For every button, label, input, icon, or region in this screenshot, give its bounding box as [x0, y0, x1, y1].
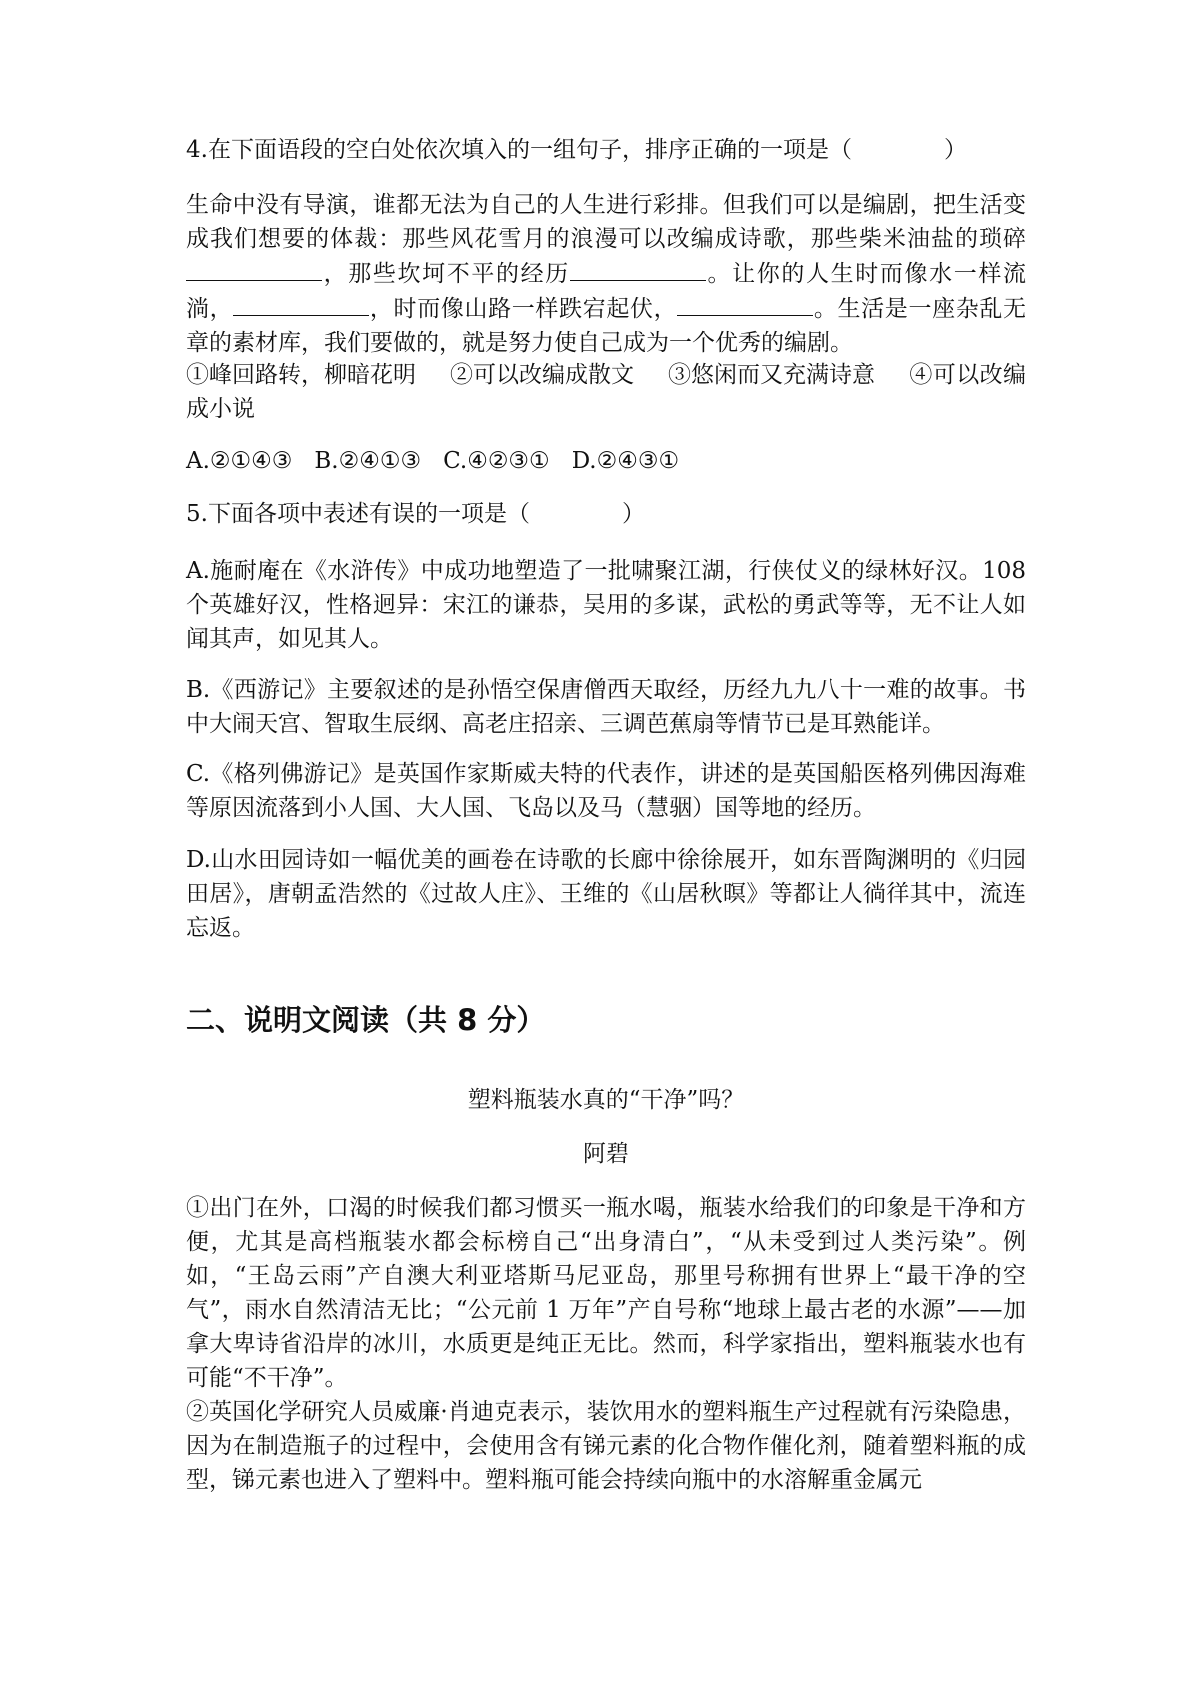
q4-passage-part-4: ，时而像山路一样跌宕起伏，	[369, 296, 678, 322]
q4-passage-part-3: 。让你的人生时而像水一样流淌，	[186, 261, 1026, 322]
q4-item-3: ③悠闲而又充满诗意	[668, 362, 875, 388]
article-paragraph-1: ①出门在外，口渴的时候我们都习惯买一瓶水喝，瓶装水给我们的印象是干净和方便，尤其是高档瓶装水都会标榜自己“出身清白”，“从未受到过人类污染”。例如，“王岛云雨”产自澳大利亚塔斯马尼亚岛，那里号称拥有世界上“最干净的空气”，雨水自然清洁无比；“公元前 1 万年”产自号称“地球上最古老的水源”——加拿大卑诗省沿岸的冰川，水质更是纯正无比。然而，科学家指出，塑料瓶装水也有可能“不干净”。	[186, 1195, 1026, 1391]
blank-3[interactable]	[233, 291, 369, 316]
q5-stem: 5.下面各项中表述有误的一项是（ ）	[186, 501, 645, 527]
q5-option-a[interactable]: A.施耐庵在《水浒传》中成功地塑造了一批啸聚江湖，行侠仗义的绿林好汉。108个英雄好汉，性格迥异：宋江的谦恭，吴用的多谋，武松的勇武等等，无不让人如闻其声，如见其人。	[186, 558, 1026, 652]
article-author: 阿碧	[583, 1141, 629, 1167]
q5-option-d[interactable]: D.山水田园诗如一幅优美的画卷在诗歌的长廊中徐徐展开，如东晋陶渊明的《归园田居》，唐朝孟浩然的《过故人庄》、王维的《山居秋暝》等都让人徜徉其中，流连忘返。	[186, 847, 1026, 941]
article-title: 塑料瓶装水真的“干净”吗？	[467, 1087, 745, 1113]
blank-1[interactable]	[186, 256, 322, 281]
blank-4[interactable]	[677, 291, 813, 316]
q4-choice-b[interactable]: B.②④①③	[314, 448, 422, 474]
section-heading: 二、说明文阅读（共 8 分）	[186, 1003, 546, 1037]
q5-option-c[interactable]: C.《格列佛游记》是英国作家斯威夫特的代表作，讲述的是英国船医格列佛因海难等原因流落到小人国、大人国、飞岛以及马（慧骃）国等地的经历。	[186, 761, 1026, 821]
q4-stem: 4.在下面语段的空白处依次填入的一组句子，排序正确的一项是（ ）	[186, 137, 967, 163]
q4-item-1: ①峰回路转，柳暗花明	[186, 362, 416, 388]
q4-passage-part-5: 。生活是一座杂乱无章的素材库，我们要做的，就是努力使自己成为一个优秀的编剧。	[186, 296, 1027, 356]
q4-passage	[186, 188, 1026, 360]
q4-choices	[186, 444, 1026, 478]
q4-choice-a[interactable]: A.②①④③	[186, 448, 293, 474]
q4-choice-d[interactable]: D.②④③①	[571, 448, 680, 474]
q4-passage-part-1: 生命中没有导演，谁都无法为自己的人生进行彩排。但我们可以是编剧，把生活变成我们想要的体裁：那些风花雪月的浪漫可以改编成诗歌，那些柴米油盐的琐碎	[186, 192, 1026, 252]
q4-choice-c[interactable]: C.④②③①	[443, 448, 550, 474]
q4-items	[186, 358, 1026, 426]
q4-item-4: ④可以改编成小说	[186, 362, 1026, 422]
blank-2[interactable]	[570, 256, 706, 281]
q4-item-2: ②可以改编成散文	[450, 362, 634, 388]
q4-passage-part-2: ，那些坎坷不平的经历	[322, 261, 570, 287]
article-paragraph-2: ②英国化学研究人员威廉·肖迪克表示，装饮用水的塑料瓶生产过程就有污染隐患，因为在制造瓶子的过程中，会使用含有锑元素的化合物作催化剂，随着塑料瓶的成型，锑元素也进入了塑料中。塑料瓶可能会持续向瓶中的水溶解重金属元	[186, 1399, 1026, 1493]
q5-option-b[interactable]: B.《西游记》主要叙述的是孙悟空保唐僧西天取经，历经九九八十一难的故事。书中大闹天宫、智取生辰纲、高老庄招亲、三调芭蕉扇等情节已是耳熟能详。	[186, 677, 1026, 737]
